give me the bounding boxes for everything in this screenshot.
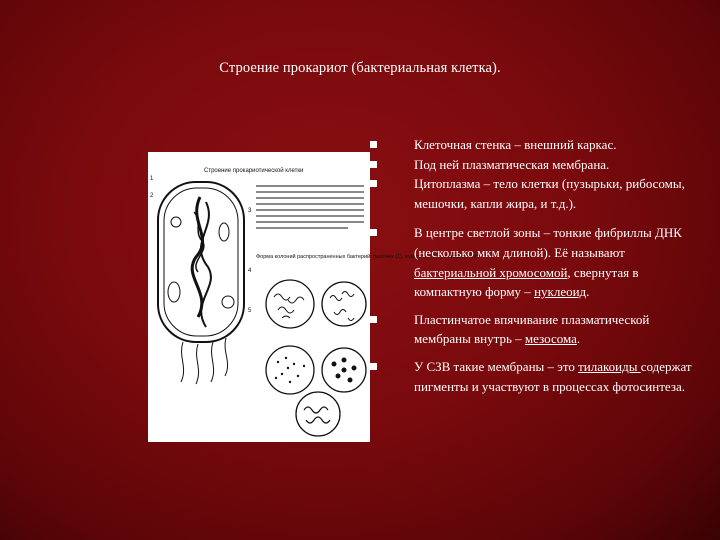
bullet-text: Под ней плазматическая мембрана. xyxy=(414,156,610,172)
bullet-item xyxy=(370,310,700,349)
bullet-text: Пластинчатое впячивание плазматической мембраны внутрь – xyxy=(414,311,650,347)
bullet-text: . xyxy=(586,284,590,300)
underlined-term: нуклеоид xyxy=(534,284,587,300)
svg-text:4: 4 xyxy=(248,268,252,274)
svg-text:1: 1 xyxy=(150,176,154,182)
bullet-item xyxy=(370,174,700,213)
slide-title: Строение прокариот (бактериальная клетка). xyxy=(219,60,501,76)
underlined-term: бактериальной хромосомой xyxy=(414,264,568,280)
figure-heading: Строение прокариотической клетки xyxy=(204,168,304,174)
bullet-square-icon xyxy=(370,161,377,168)
svg-text:3: 3 xyxy=(248,208,252,214)
bullet-text: содержат пигменты и участвуют в процессах фотосинтеза. xyxy=(414,358,692,394)
bullet-item xyxy=(370,155,700,175)
bacterial-cell-figure xyxy=(148,152,478,442)
bullet-square-icon xyxy=(370,363,377,370)
bullet-text: , свернутая в компактную форму – xyxy=(414,264,639,300)
colony-circles xyxy=(266,280,366,436)
svg-text:2: 2 xyxy=(150,193,154,199)
bullet-item xyxy=(370,223,700,301)
bullet-text: Клеточная стенка – внешний каркас. xyxy=(414,137,617,152)
bullet-square-icon xyxy=(370,180,377,187)
bullet-list xyxy=(370,135,700,396)
figure-subheading: Форма колоний распространенных бактерий: палочек (1), кокков (2, 3, 4) и спирилл (5) xyxy=(256,254,478,260)
figure-legend xyxy=(256,186,364,228)
bullet-item xyxy=(370,357,700,396)
bacterium-drawing xyxy=(158,182,244,384)
svg-text:5: 5 xyxy=(248,308,252,314)
bullet-text: У СЗВ такие мембраны – это xyxy=(414,358,579,374)
underlined-term: мезосома xyxy=(524,331,577,347)
bullet-square-icon xyxy=(370,141,377,148)
underlined-term: тилакоиды xyxy=(578,358,641,374)
bullet-square-icon xyxy=(370,229,377,236)
bullet-square-icon xyxy=(370,316,377,323)
figure-drawing xyxy=(148,152,478,442)
bullet-text: В центре светлой зоны – тонкие фибриллы ДНК (несколько мкм длиной). Её называют xyxy=(414,225,682,260)
bullet-item xyxy=(370,135,700,155)
bullet-text: . xyxy=(576,331,581,347)
bullet-text: Цитоплазма – тело клетки (пузырьки, рибосомы, мешочки, капли жира, и т.д.). xyxy=(414,176,685,211)
